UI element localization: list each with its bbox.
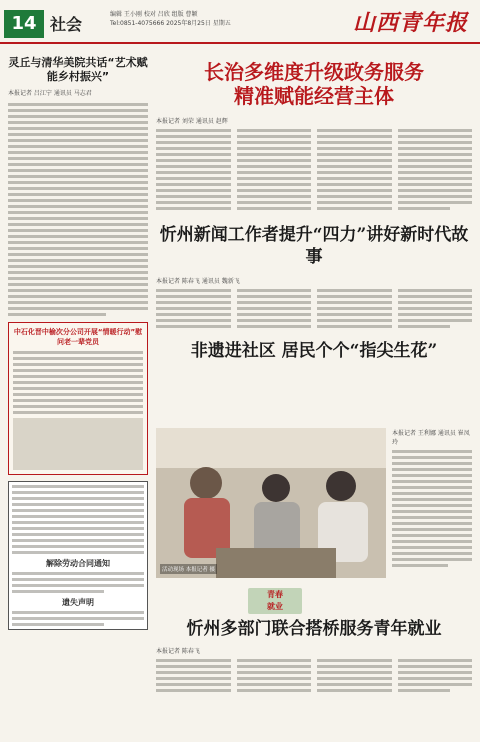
main-headline: 长治多维度升级政务服务 精准赋能经营主体 [204, 60, 424, 108]
article2-byline: 本报记者 陈春飞 通讯员 魏新飞 [156, 278, 240, 285]
article2-body [156, 289, 472, 328]
section-title: 社会 [50, 15, 83, 34]
article3-headline: 非遗进社区 居民个个“指尖生花” [190, 341, 438, 361]
notice-body [12, 485, 144, 554]
box-body [13, 351, 143, 414]
photo-caption: 活动现场 本报记者 摄 [160, 564, 217, 574]
article3-body [392, 450, 472, 567]
main-article-body [156, 129, 472, 210]
main-byline: 本报记者 刘荣 通讯员 赵辉 [156, 118, 228, 125]
article4-stamp: 青春 就业 [248, 588, 302, 614]
notice2-body [12, 611, 144, 626]
article3-byline: 本报记者 王利娜 通讯员 崔凤玲 [392, 430, 470, 446]
article3-photo [156, 428, 386, 578]
article4-headline: 忻州多部门联合搭桥服务青年就业 [186, 619, 442, 639]
left-box-article [8, 322, 148, 475]
left-article-body [8, 103, 148, 316]
article4-body [156, 659, 472, 692]
article2-headline: 忻州新闻工作者提升“四力”讲好新时代故事 [159, 225, 469, 267]
page-number: 14 [4, 10, 44, 38]
article3-text [392, 428, 472, 567]
notice2-title: 遗失声明 [62, 598, 94, 607]
notice-body-2 [12, 572, 144, 593]
photo-illustration [156, 428, 386, 578]
left-headline: 灵丘与清华美院共话“艺术赋能乡村振兴” [8, 56, 148, 83]
meta-line-1: 编辑 王小刚 校对 吕欣 组版 曹颖 [110, 11, 198, 18]
right-column [156, 56, 472, 362]
masthead [0, 0, 480, 44]
left-column [8, 56, 148, 630]
article4 [156, 588, 472, 692]
notice-title: 解除劳动合同通知 [46, 559, 110, 568]
article4-byline: 本报记者 陈春飞 [156, 648, 200, 655]
box-photo [13, 418, 143, 470]
box-headline: 中石化晋中榆次分公司开展“情暖行动”慰问老一辈党员 [13, 328, 143, 346]
newspaper-logo: 山西青年报 [352, 10, 468, 36]
left-byline: 本报记者 吕江宁 通讯员 马志君 [8, 90, 92, 97]
editor-meta [110, 10, 231, 28]
notice-box [8, 481, 148, 630]
meta-line-2: Tel:0851-4075666 2025年8月25日 星期五 [110, 20, 231, 27]
